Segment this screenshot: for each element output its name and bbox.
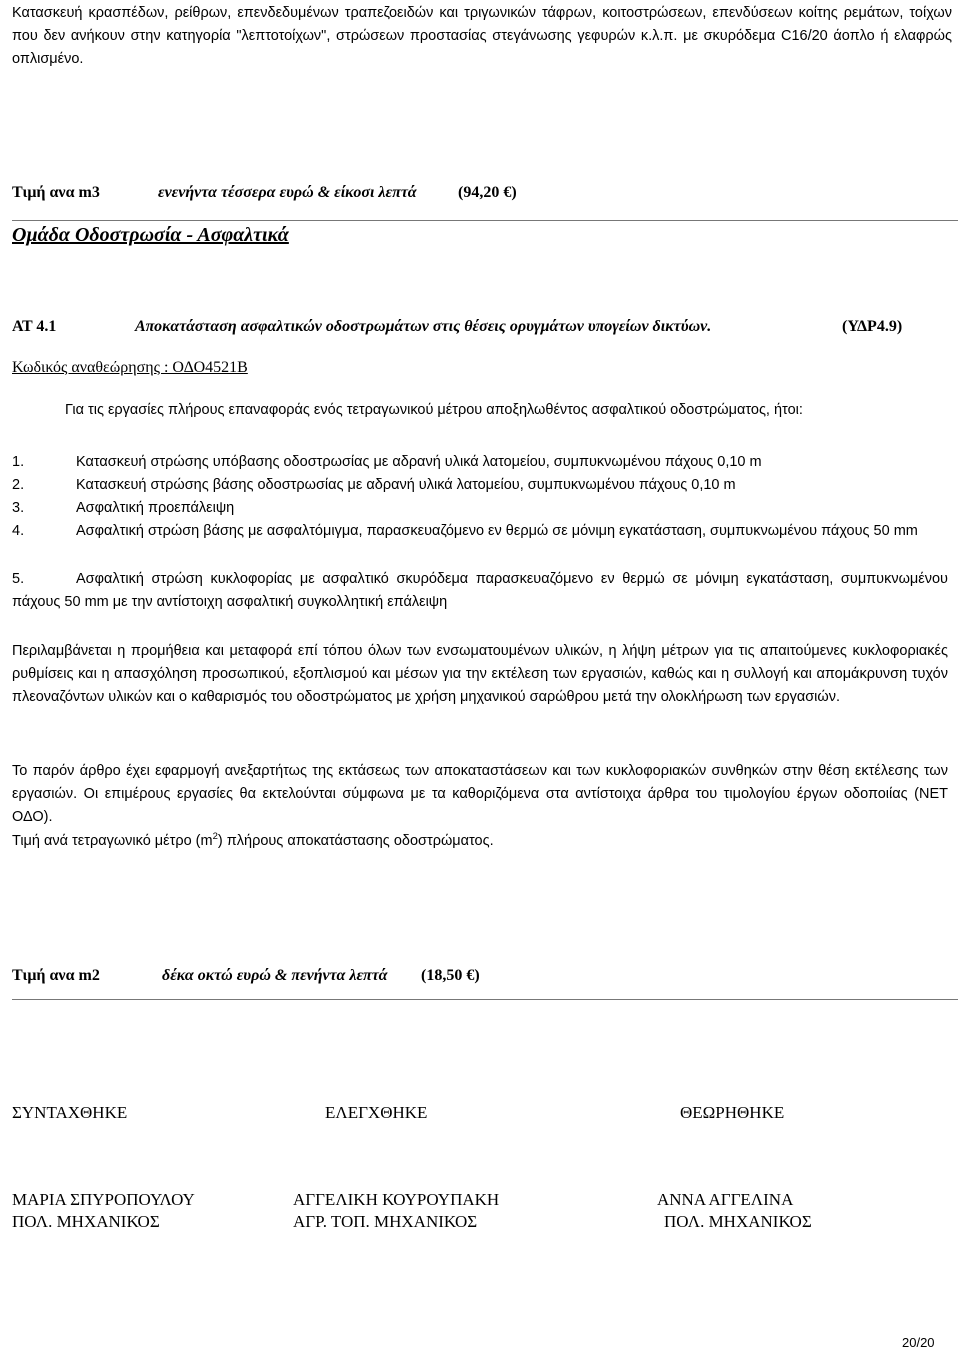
article-reference: (ΥΔΡ4.9) [842, 318, 903, 335]
unit-line-text-end: ) πλήρους αποκατάστασης οδοστρώματος. [217, 833, 494, 849]
list-item [12, 497, 948, 520]
applicability-paragraph: Το παρόν άρθρο έχει εφαρμογή ανεξαρτήτως της εκτάσεως των αποκαταστάσεων και των κυκλοφοριακών συνθηκών στην θέση εκτέλεσης των εργασιών. Οι επιμέρους εργασίες θα εκτελούνται σύμφωνα με τα καθοριζόμενα στα αντίστοιχα άρθρα του τιμολογίου έργων οδοποιίας (ΝΕΤ ΟΔΟ). [12, 763, 948, 825]
list-item-text: Ασφαλτική στρώση βάσης με ασφαλτόμιγμα, παρασκευαζόμενο εν θερμώ σε μόνιμη εγκατάσταση, συμπυκνωμένου πάχους 50 mm [76, 523, 918, 539]
price-1-amount: (94,20 €) [458, 184, 517, 201]
group-title: Ομάδα Οδοστρωσία - Ασφαλτικά [12, 224, 289, 246]
price-1-label: Τιμή ανα m3 [12, 184, 100, 201]
signatory-name: ΑΝΝΑ ΑΓΓΕΛΙΝΑ [657, 1190, 794, 1209]
unit-price-line [12, 830, 494, 853]
unit-line-text: Τιμή ανά τετραγωνικό μέτρο (m [12, 833, 213, 849]
unit-exponent: 2 [212, 831, 218, 842]
list-item-number: 3. [12, 500, 25, 516]
list-item [12, 520, 948, 543]
list-item-text: Ασφαλτική στρώση κυκλοφορίας με ασφαλτικό σκυρόδεμα παρασκευαζόμενο εν θερμώ σε μόνιμη εγκατάσταση, συμπυκνωμένου πάχους 50 mm με την αντίστοιχη ασφαλτική συγκολλητική επάλειψη [12, 571, 948, 610]
signatory-role: ΑΓΡ. ΤΟΠ. ΜΗΧΑΝΙΚΟΣ [293, 1212, 478, 1231]
list-item [12, 474, 948, 497]
signatory-role: ΠΟΛ. ΜΗΧΑΝΙΚΟΣ [12, 1212, 160, 1231]
signatory-role: ΠΟΛ. ΜΗΧΑΝΙΚΟΣ [664, 1212, 812, 1231]
list-item [12, 451, 948, 474]
list-item-number: 2. [12, 477, 25, 493]
divider [12, 999, 958, 1000]
list-item-text: Κατασκευή στρώσης βάσης οδοστρωσίας με αδρανή υλικά λατομείου, συμπυκνωμένου πάχους 0,10 m [76, 477, 736, 493]
list-item-number: 4. [12, 523, 25, 539]
scope-text: Για τις εργασίες πλήρους επαναφοράς ενός τετραγωνικού μέτρου αποξηλωθέντος ασφαλτικού οδοστρώματος, ήτοι: [65, 402, 803, 418]
article-code: ΑΤ 4.1 [12, 318, 57, 335]
list-item [12, 568, 948, 614]
price-2-label: Τιμή ανα m2 [12, 967, 100, 984]
signatory-name: ΑΓΓΕΛΙΚΗ ΚΟΥΡΟΥΠΑΚΗ [293, 1190, 500, 1209]
article-title: Αποκατάσταση ασφαλτικών οδοστρωμάτων στις θέσεις ορυγμάτων υπογείων δικτύων. [135, 318, 712, 335]
signature-checked-label: ΕΛΕΓΧΘΗΚΕ [325, 1103, 428, 1122]
divider [12, 220, 958, 221]
signature-approved-label: ΘΕΩΡΗΘΗΚΕ [680, 1103, 785, 1122]
intro-paragraph: Κατασκευή κρασπέδων, ρείθρων, επενδεδυμένων τραπεζοειδών και τριγωνικών τάφρων, κοιτοστρώσεων, επενδύσεων κοίτης ρεμάτων, τοίχων που δεν ανήκουν στην κατηγορία "λεπτοτοίχων", στρώσεων προστασίας στεγάνωσης γεφυρών κ.λ.π. με σκυρόδεμα C16/20 άοπλο ή ελαφρώς οπλισμένο. [12, 5, 952, 67]
signatory-name: ΜΑΡΙΑ ΣΠΥΡΟΠΟΥΛΟΥ [12, 1190, 195, 1209]
list-item-text: Ασφαλτική προεπάλειψη [76, 500, 235, 516]
price-1-words: ενενήντα τέσσερα ευρώ & είκοσι λεπτά [158, 184, 417, 201]
list-item-number: 5. [12, 571, 25, 587]
price-2-words: δέκα οκτώ ευρώ & πενήντα λεπτά [162, 967, 388, 984]
list-item-number: 1. [12, 454, 25, 470]
list-item-text: Κατασκευή στρώσης υπόβασης οδοστρωσίας με αδρανή υλικά λατομείου, συμπυκνωμένου πάχους 0,10 m [76, 454, 762, 470]
revision-code: Κωδικός αναθεώρησης : ΟΔΟ4521Β [12, 359, 248, 376]
signature-compiled-label: ΣΥΝΤΑΧΘΗΚΕ [12, 1103, 128, 1122]
page-number: 20/20 [902, 1335, 935, 1350]
inclusion-paragraph: Περιλαμβάνεται η προμήθεια και μεταφορά επί τόπου όλων των ενσωματουμένων υλικών, η λήψη μέτρων για τις απαιτούμενες κυκλοφοριακές ρυθμίσεις και η απασχόληση προσωπικού, εξοπλισμού και μέσων για την εκτέλεση των εργασιών, καθώς και η συλλογή και απομάκρυνση τυχόν πλεοναζόντων υλικών και ο καθαρισμός του οδοστρώματος με χρήση μηχανικού σαρώθρου μετά την ολοκλήρωση των εργασιών. [12, 643, 948, 705]
price-2-amount: (18,50 €) [421, 967, 480, 984]
